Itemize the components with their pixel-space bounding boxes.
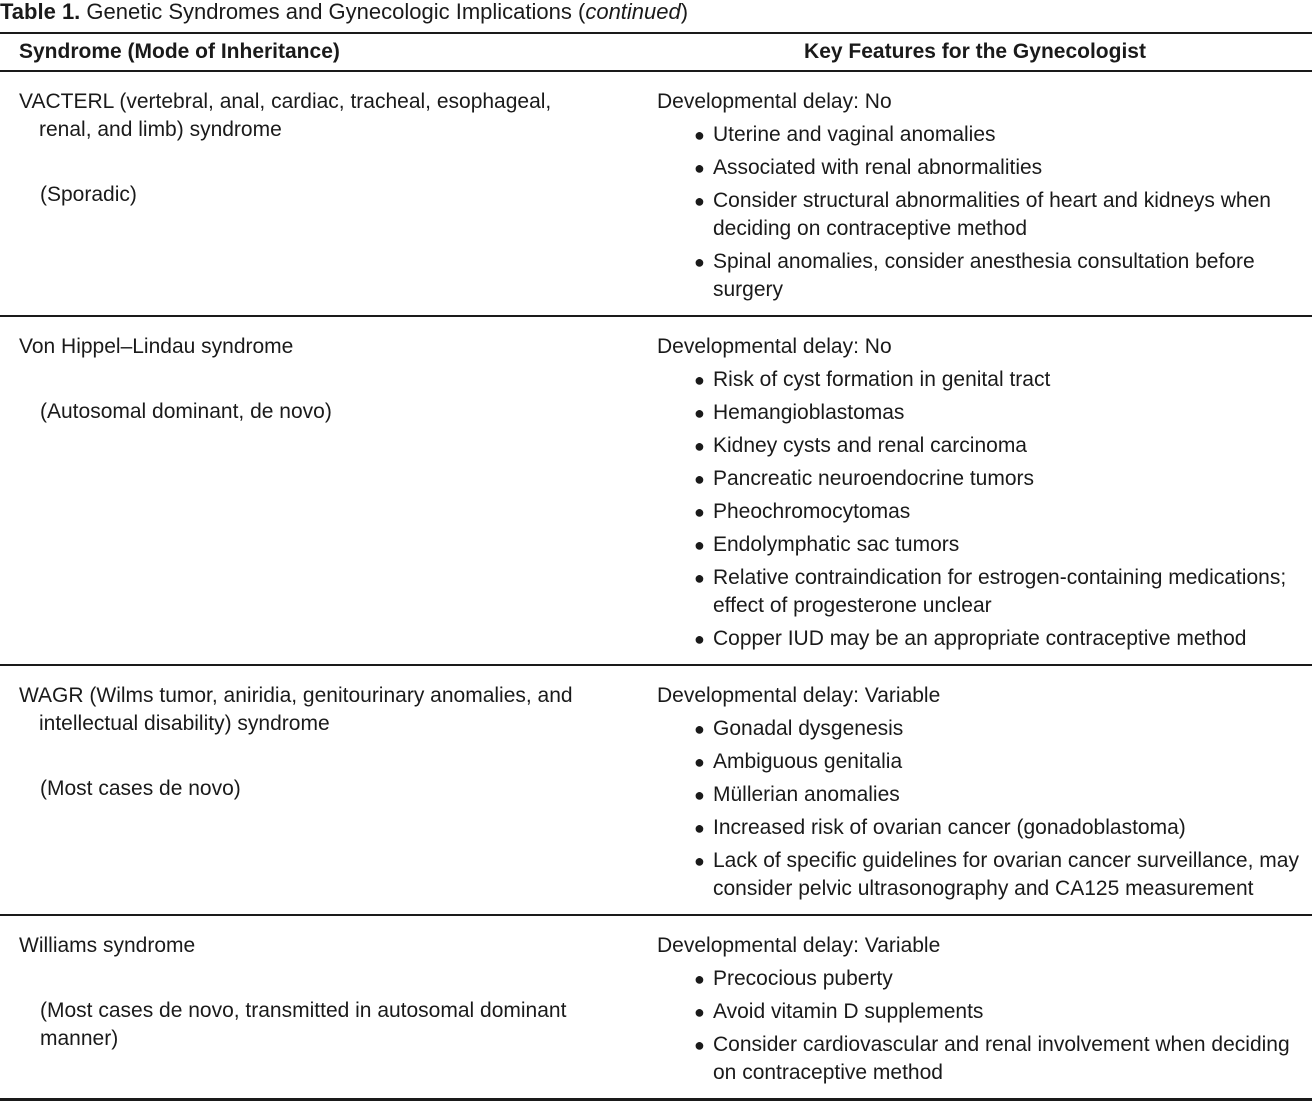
bullet-icon: ● <box>694 1035 705 1055</box>
syndrome-name: WAGR (Wilms tumor, aniridia, genitourinary anomalies, and intellectual disability) syndrome <box>19 684 573 735</box>
inheritance-mode: (Autosomal dominant, de novo) <box>40 400 332 423</box>
bullet-icon: ● <box>694 436 705 456</box>
list-item: ● Spinal anomalies, consider anesthesia consultation before surgery <box>694 250 1255 301</box>
syndrome-name: Von Hippel–Lindau syndrome <box>19 335 294 358</box>
developmental-delay: Developmental delay: Variable <box>657 934 941 957</box>
developmental-delay: Developmental delay: No <box>657 335 892 358</box>
list-item: ● Consider cardiovascular and renal involvement when deciding on contraceptive method <box>694 1033 1290 1084</box>
header-row <box>0 33 1312 71</box>
header-key-features: Key Features for the Gynecologist <box>638 33 1312 71</box>
bullet-icon: ● <box>694 125 705 145</box>
list-item: ● Hemangioblastomas <box>657 399 1300 427</box>
bullet-icon: ● <box>694 191 705 211</box>
bullet-icon: ● <box>694 158 705 178</box>
bullet-icon: ● <box>694 818 705 838</box>
bullet-icon: ● <box>694 252 705 272</box>
feature-list <box>657 715 1300 903</box>
table-row-von-hippel-lindau <box>0 316 1312 665</box>
list-item: ● Lack of specific guidelines for ovarian cancer surveillance, may consider pelvic ultrasonography and CA125 measurement <box>694 849 1299 900</box>
list-item: ● Uterine and vaginal anomalies <box>657 121 1300 149</box>
list-item: ● Pheochromocytomas <box>657 498 1300 526</box>
features-cell <box>638 71 1312 316</box>
list-item: ● Copper IUD may be an appropriate contraceptive method <box>657 625 1300 653</box>
syndrome-name: VACTERL (vertebral, anal, cardiac, tracheal, esophageal, renal, and limb) syndrome <box>19 90 552 141</box>
table-label: Table 1. <box>0 0 81 24</box>
syndrome-cell <box>0 316 638 665</box>
table-row-vacterl <box>0 71 1312 316</box>
features-cell <box>638 915 1312 1100</box>
bullet-icon: ● <box>694 535 705 555</box>
continued-note: continued <box>585 0 681 24</box>
list-item: ● Pancreatic neuroendocrine tumors <box>657 465 1300 493</box>
list-item: ● Increased risk of ovarian cancer (gonadoblastoma) <box>657 814 1300 842</box>
syndrome-cell <box>0 71 638 316</box>
bullet-icon: ● <box>694 851 705 871</box>
list-item: ● Endolymphatic sac tumors <box>657 531 1300 559</box>
bullet-icon: ● <box>694 752 705 772</box>
list-item: ● Gonadal dysgenesis <box>657 715 1300 743</box>
syndromes-table <box>0 32 1312 1101</box>
bullet-icon: ● <box>694 502 705 522</box>
bullet-icon: ● <box>694 403 705 423</box>
list-item: ● Avoid vitamin D supplements <box>657 998 1300 1026</box>
list-item: ● Müllerian anomalies <box>657 781 1300 809</box>
bullet-icon: ● <box>694 629 705 649</box>
list-item: ● Relative contraindication for estrogen-containing medications; effect of progesterone unclear <box>694 566 1287 617</box>
bullet-icon: ● <box>694 719 705 739</box>
table-caption <box>0 0 1312 26</box>
feature-list <box>657 965 1300 1087</box>
table-title: Genetic Syndromes and Gynecologic Implications ( <box>86 0 586 24</box>
list-item: ● Associated with renal abnormalities <box>657 154 1300 182</box>
table-row-wagr <box>0 665 1312 915</box>
inheritance-mode: (Sporadic) <box>40 183 137 206</box>
developmental-delay: Developmental delay: Variable <box>657 684 941 707</box>
bullet-icon: ● <box>694 568 705 588</box>
features-cell <box>638 665 1312 915</box>
list-item: ● Ambiguous genitalia <box>657 748 1300 776</box>
bullet-icon: ● <box>694 469 705 489</box>
syndrome-cell <box>0 915 638 1100</box>
bullet-icon: ● <box>694 969 705 989</box>
bullet-icon: ● <box>694 785 705 805</box>
syndrome-cell <box>0 665 638 915</box>
list-item: ● Consider structural abnormalities of heart and kidneys when deciding on contraceptive method <box>694 189 1271 240</box>
feature-list <box>657 121 1300 304</box>
table-row-williams <box>0 915 1312 1100</box>
inheritance-mode: (Most cases de novo, transmitted in autosomal dominant manner) <box>40 999 567 1050</box>
list-item: ● Precocious puberty <box>657 965 1300 993</box>
list-item: ● Kidney cysts and renal carcinoma <box>657 432 1300 460</box>
developmental-delay: Developmental delay: No <box>657 90 892 113</box>
feature-list <box>657 366 1300 653</box>
header-syndrome: Syndrome (Mode of Inheritance) <box>0 33 638 71</box>
features-cell <box>638 316 1312 665</box>
inheritance-mode: (Most cases de novo) <box>40 777 241 800</box>
bullet-icon: ● <box>694 370 705 390</box>
list-item: ● Risk of cyst formation in genital tract <box>657 366 1300 394</box>
caption-close: ) <box>680 0 689 24</box>
syndrome-name: Williams syndrome <box>19 934 196 957</box>
bullet-icon: ● <box>694 1002 705 1022</box>
